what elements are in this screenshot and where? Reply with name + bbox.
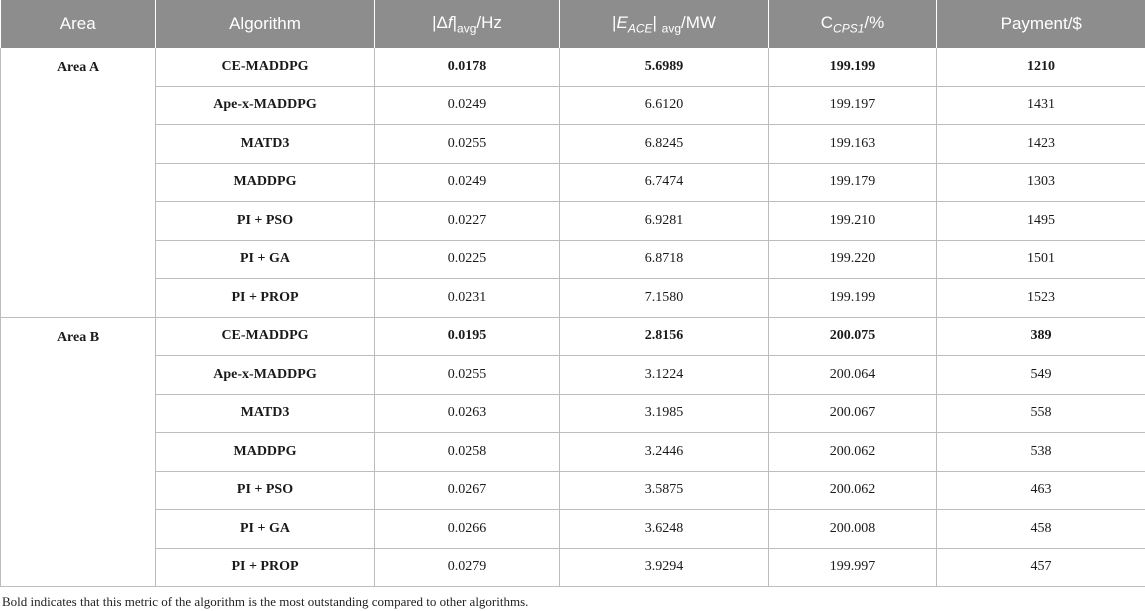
header-df-sub: avg <box>457 21 477 36</box>
algorithm-cell: CE-MADDPG <box>156 317 375 356</box>
header-frequency-deviation <box>375 0 560 48</box>
df-cell: 0.0227 <box>375 202 560 241</box>
payment-cell: 558 <box>937 394 1145 433</box>
table-row <box>1 240 1145 279</box>
df-cell: 0.0255 <box>375 125 560 164</box>
ace-cell: 3.1985 <box>560 394 769 433</box>
df-cell: 0.0249 <box>375 163 560 202</box>
cps-cell: 200.075 <box>769 317 937 356</box>
header-cps-sub: CPS1 <box>833 21 865 36</box>
algorithm-cell: PI + PSO <box>156 471 375 510</box>
df-cell: 0.0279 <box>375 548 560 587</box>
header-area <box>1 0 156 48</box>
header-df-var: f <box>447 12 453 32</box>
algorithm-cell: PI + GA <box>156 510 375 549</box>
ace-cell: 6.9281 <box>560 202 769 241</box>
table-row <box>1 510 1145 549</box>
table-body <box>1 48 1145 587</box>
algorithm-cell: Ape-x-MADDPG <box>156 356 375 395</box>
header-df-post: | <box>452 12 458 32</box>
cps-cell: 199.199 <box>769 279 937 318</box>
cps-cell: 200.062 <box>769 471 937 510</box>
table-row <box>1 317 1145 356</box>
payment-cell: 549 <box>937 356 1145 395</box>
df-cell: 0.0195 <box>375 317 560 356</box>
table-row <box>1 125 1145 164</box>
algorithm-cell: PI + PROP <box>156 279 375 318</box>
algorithm-cell: MATD3 <box>156 394 375 433</box>
cps-cell: 200.008 <box>769 510 937 549</box>
cps-cell: 199.163 <box>769 125 937 164</box>
header-ace-pre: | <box>612 12 617 32</box>
algorithm-cell: Ape-x-MADDPG <box>156 86 375 125</box>
header-algorithm-label: Algorithm <box>229 14 301 33</box>
table-row <box>1 86 1145 125</box>
ace-cell: 3.9294 <box>560 548 769 587</box>
ace-cell: 3.1224 <box>560 356 769 395</box>
df-cell: 0.0267 <box>375 471 560 510</box>
table-row <box>1 471 1145 510</box>
header-ace-sub1: ACE <box>627 21 653 36</box>
header-df-unit: /Hz <box>476 12 502 32</box>
header-payment <box>937 0 1145 48</box>
payment-cell: 538 <box>937 433 1145 472</box>
header-ace-var: E <box>616 12 628 32</box>
table-row <box>1 433 1145 472</box>
df-cell: 0.0231 <box>375 279 560 318</box>
table-row <box>1 202 1145 241</box>
payment-cell: 1210 <box>937 48 1145 86</box>
ace-cell: 7.1580 <box>560 279 769 318</box>
table-header <box>1 0 1145 48</box>
table-row <box>1 279 1145 318</box>
algorithm-cell: PI + PROP <box>156 548 375 587</box>
ace-cell: 5.6989 <box>560 48 769 86</box>
payment-cell: 389 <box>937 317 1145 356</box>
ace-cell: 6.8718 <box>560 240 769 279</box>
table-row <box>1 48 1145 86</box>
cps-cell: 200.067 <box>769 394 937 433</box>
df-cell: 0.0225 <box>375 240 560 279</box>
payment-cell: 457 <box>937 548 1145 587</box>
cps-cell: 200.062 <box>769 433 937 472</box>
table-row <box>1 356 1145 395</box>
algorithm-cell: MADDPG <box>156 163 375 202</box>
header-area-label: Area <box>59 14 96 33</box>
ace-cell: 6.8245 <box>560 125 769 164</box>
cps-cell: 200.064 <box>769 356 937 395</box>
cps-cell: 199.210 <box>769 202 937 241</box>
df-cell: 0.0263 <box>375 394 560 433</box>
table-row <box>1 394 1145 433</box>
header-cps-pre: C <box>820 12 834 32</box>
df-cell: 0.0258 <box>375 433 560 472</box>
cps-cell: 199.220 <box>769 240 937 279</box>
ace-cell: 2.8156 <box>560 317 769 356</box>
payment-cell: 1495 <box>937 202 1145 241</box>
header-ace-sub2: avg <box>661 21 682 36</box>
algorithm-cell: CE-MADDPG <box>156 48 375 86</box>
ace-cell: 3.6248 <box>560 510 769 549</box>
algorithm-cell: MADDPG <box>156 433 375 472</box>
payment-cell: 1423 <box>937 125 1145 164</box>
ace-cell: 6.7474 <box>560 163 769 202</box>
header-ace-mid: | <box>652 12 657 32</box>
ace-cell: 6.6120 <box>560 86 769 125</box>
cps-cell: 199.997 <box>769 548 937 587</box>
area-label: Area B <box>1 317 156 587</box>
payment-cell: 1303 <box>937 163 1145 202</box>
header-row <box>1 0 1145 48</box>
df-cell: 0.0266 <box>375 510 560 549</box>
df-cell: 0.0249 <box>375 86 560 125</box>
header-payment-label: Payment/$ <box>1000 14 1082 33</box>
payment-cell: 1431 <box>937 86 1145 125</box>
header-algorithm <box>156 0 375 48</box>
ace-cell: 3.5875 <box>560 471 769 510</box>
area-label: Area A <box>1 48 156 317</box>
header-df-pre: |Δ <box>432 12 448 32</box>
cps-cell: 199.197 <box>769 86 937 125</box>
payment-cell: 1523 <box>937 279 1145 318</box>
header-ace <box>560 0 769 48</box>
header-ace-unit: /MW <box>681 12 716 32</box>
header-cps-unit: /% <box>864 12 885 32</box>
df-cell: 0.0255 <box>375 356 560 395</box>
algorithm-cell: PI + PSO <box>156 202 375 241</box>
df-cell: 0.0178 <box>375 48 560 86</box>
algorithm-cell: PI + GA <box>156 240 375 279</box>
table-row <box>1 163 1145 202</box>
cps-cell: 199.179 <box>769 163 937 202</box>
algorithm-cell: MATD3 <box>156 125 375 164</box>
table-row <box>1 548 1145 587</box>
payment-cell: 463 <box>937 471 1145 510</box>
payment-cell: 458 <box>937 510 1145 549</box>
payment-cell: 1501 <box>937 240 1145 279</box>
header-cps1 <box>769 0 937 48</box>
ace-cell: 3.2446 <box>560 433 769 472</box>
cps-cell: 199.199 <box>769 48 937 86</box>
footnote: Bold indicates that this metric of the algorithm is the most outstanding compared to other algorithms. <box>2 594 529 609</box>
